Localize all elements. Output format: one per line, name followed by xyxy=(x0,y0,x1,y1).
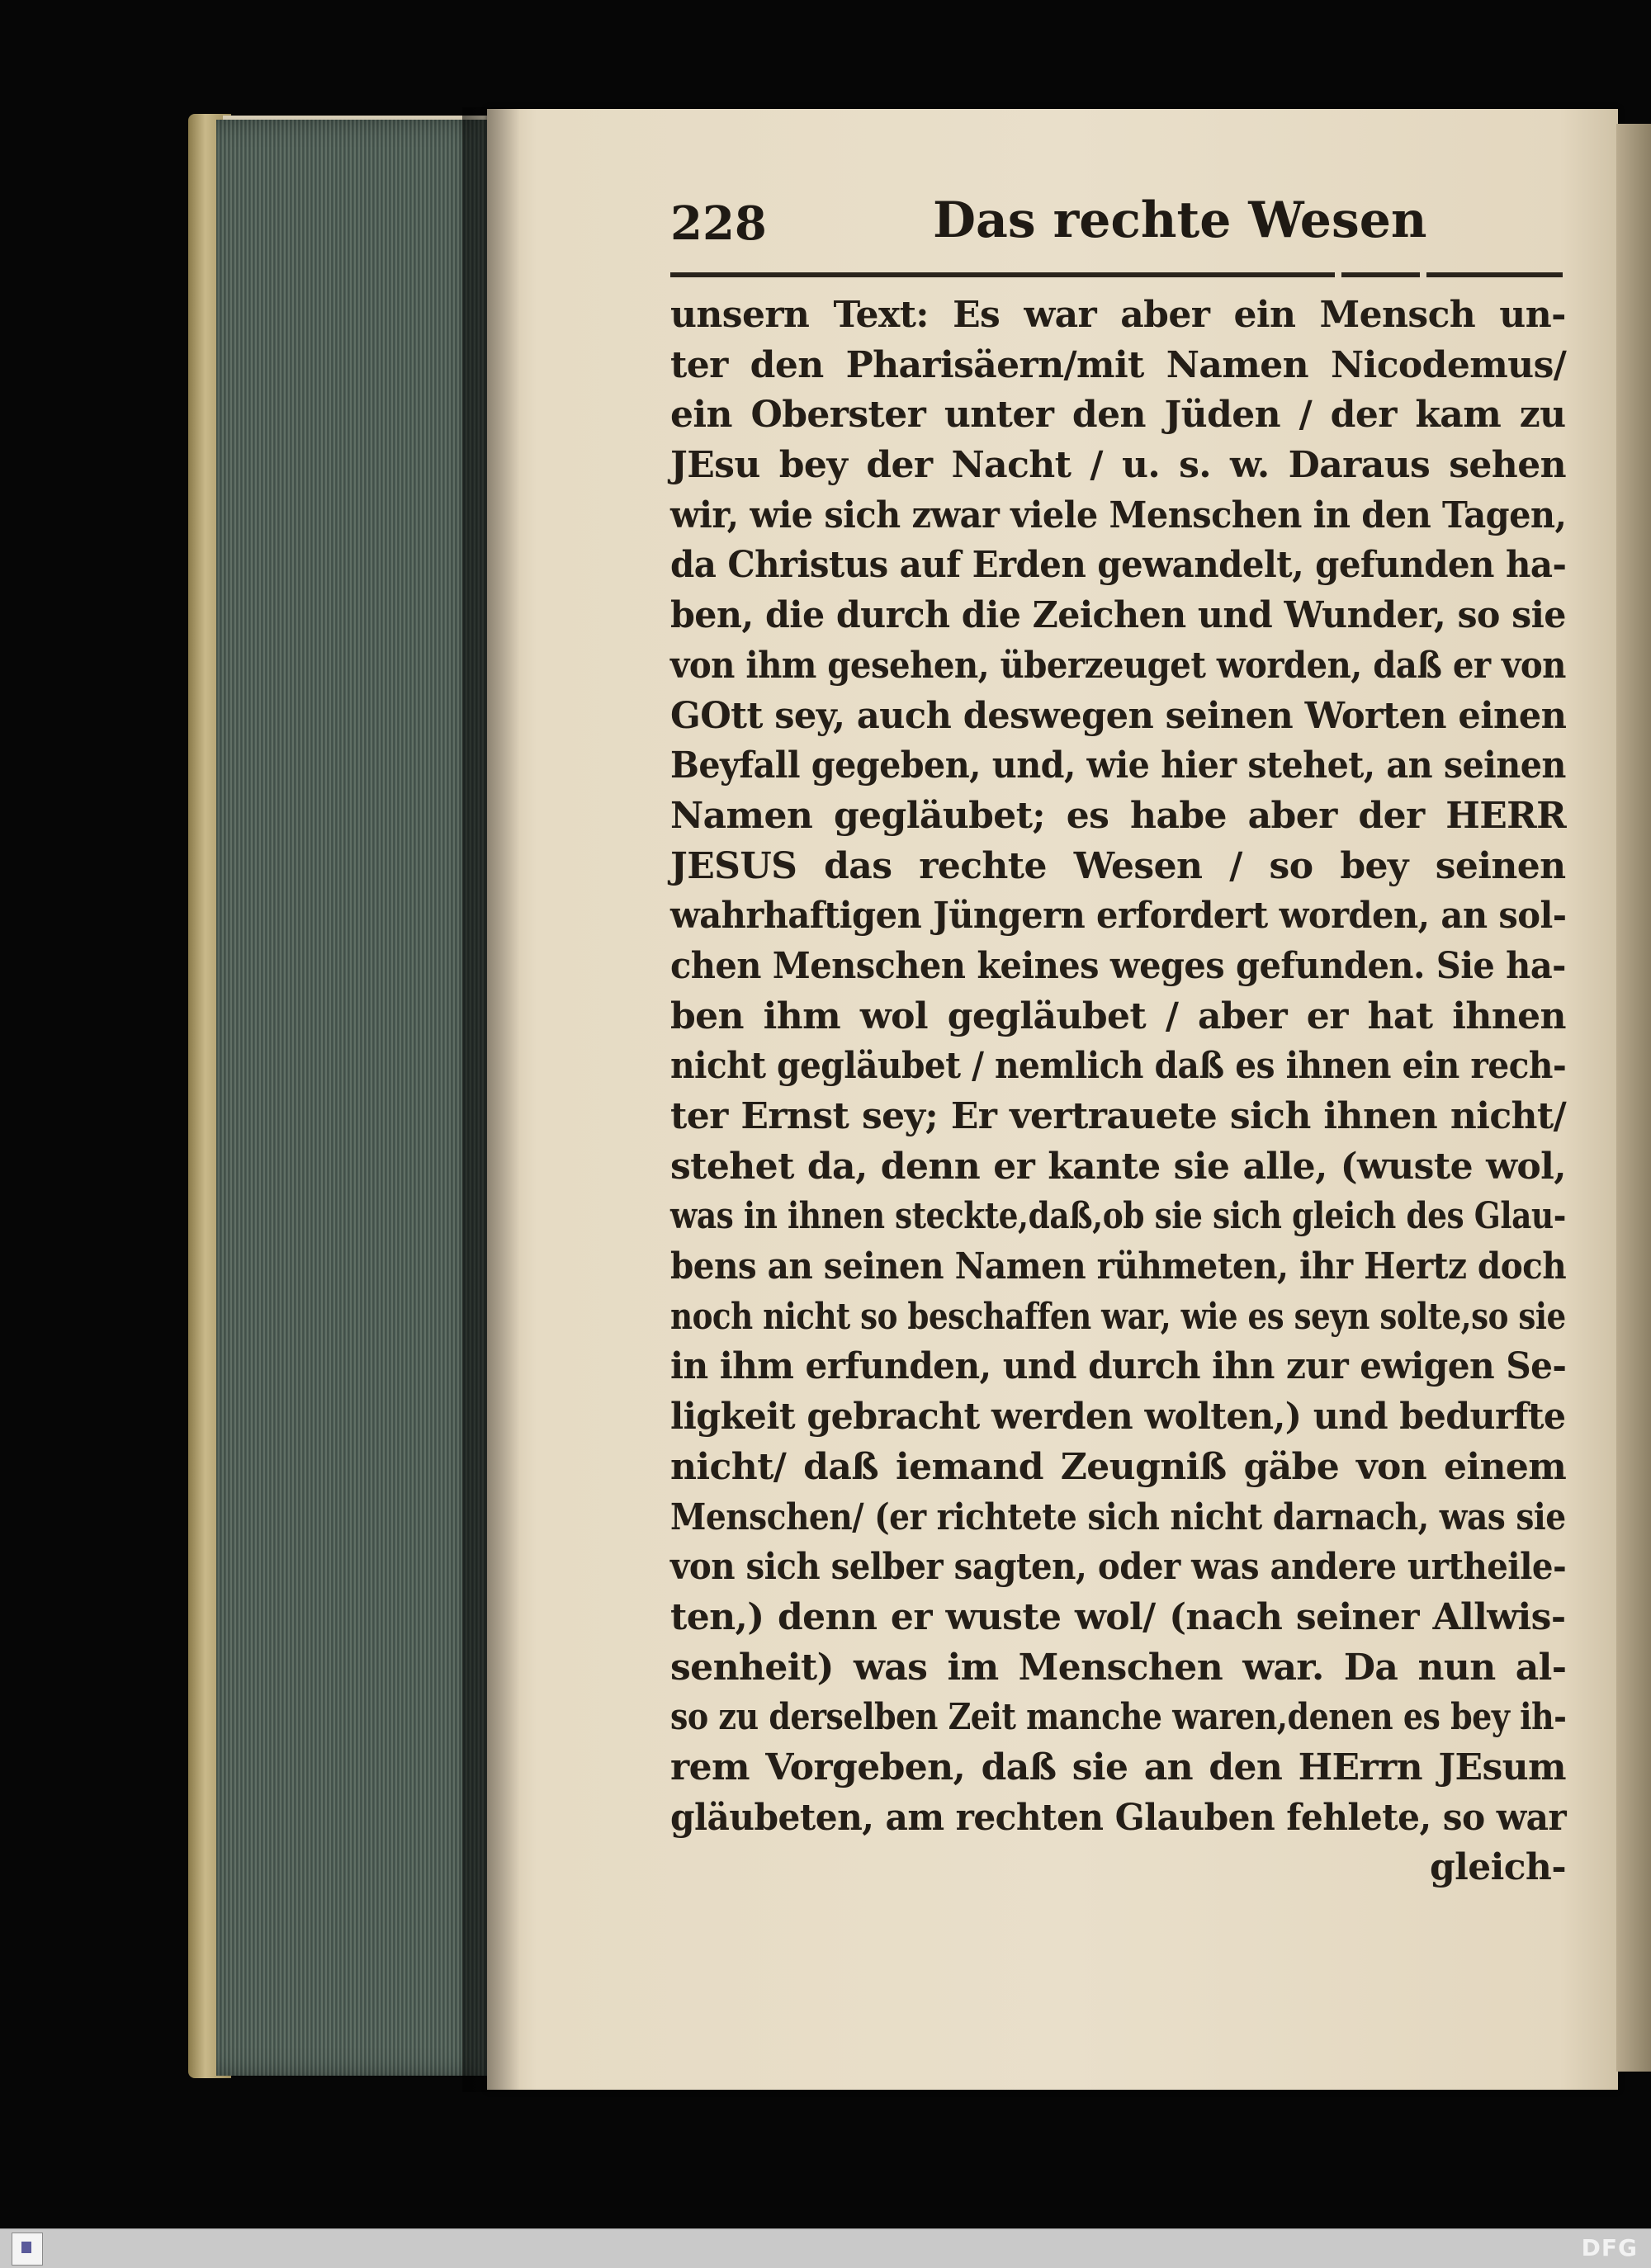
text-line: GOtt sey, auch deswegen seinen Worten einen xyxy=(670,694,1567,737)
library-logo-icon[interactable] xyxy=(12,2233,43,2266)
text-line: senheit) was im Menschen war. Da nun al- xyxy=(670,1646,1567,1689)
text-line: noch nicht so beschaffen war, wie es seyn solte,so sie xyxy=(670,1295,1566,1338)
text-line: ben ihm wol gegläubet / aber er hat ihnen xyxy=(670,995,1566,1037)
text-line: JESUS das rechte Wesen / so bey seinen xyxy=(670,844,1566,887)
page-gutter-shadow xyxy=(462,107,520,2092)
running-head: Das rechte Wesen xyxy=(933,191,1427,249)
text-line: ligkeit gebracht werden wolten,) und bedurfte xyxy=(670,1396,1566,1439)
page-stack-edge xyxy=(216,120,489,2076)
text-line: unsern Text: Es war aber ein Mensch un- xyxy=(670,294,1566,336)
text-line: was in ihnen steckte,daß,ob sie sich gleich des Glau- xyxy=(670,1195,1566,1238)
header-rule xyxy=(670,272,1335,277)
catchword: gleich- xyxy=(1429,1846,1566,1889)
text-line: Menschen/ (er richtete sich nicht darnach, was sie xyxy=(670,1495,1566,1538)
text-line: von sich selber sagten, oder was andere urtheile- xyxy=(670,1546,1567,1589)
text-line: rem Vorgeben, daß sie an den HErrn JEsum xyxy=(670,1746,1566,1788)
text-line: da Christus auf Erden gewandelt, gefunden ha- xyxy=(670,544,1567,587)
text-line: ter den Pharisäern/mit Namen Nicodemus/ xyxy=(670,343,1567,386)
text-line: gläubeten, am rechten Glauben fehlete, so war xyxy=(670,1796,1567,1839)
text-line: so zu derselben Zeit manche waren,denen es bey ih- xyxy=(670,1696,1567,1739)
text-line: nicht/ daß iemand Zeugniß gäbe von einem xyxy=(670,1445,1567,1488)
header-rule-segment xyxy=(1341,272,1420,277)
text-line: stehet da, denn er kante sie alle, (wuste wol, xyxy=(670,1145,1566,1188)
text-line: bens an seinen Namen rühmeten, ihr Hertz doch xyxy=(670,1245,1567,1288)
text-line: Beyfall gegeben, und, wie hier stehet, an seinen xyxy=(670,744,1566,787)
text-line: chen Menschen keines weges gefunden. Sie ha- xyxy=(670,944,1566,987)
text-line: ben, die durch die Zeichen und Wunder, so sie xyxy=(670,594,1566,637)
text-line: ein Oberster unter den Jüden / der kam zu xyxy=(670,394,1566,437)
text-line: in ihm erfunden, und durch ihn zur ewigen Se- xyxy=(670,1345,1567,1388)
dfg-logo[interactable]: DFG xyxy=(1581,2234,1638,2261)
header-rule-segment xyxy=(1426,272,1563,277)
text-line: ten,) denn er wuste wol/ (nach seiner Allwis- xyxy=(670,1595,1566,1638)
viewer-footer-bar xyxy=(0,2228,1651,2268)
text-line: wahrhaftigen Jüngern erfordert worden, an sol- xyxy=(670,895,1567,938)
text-line: Namen gegläubet; es habe aber der HERR xyxy=(670,794,1567,837)
text-line: wir, wie sich zwar viele Menschen in den Tagen, xyxy=(670,494,1567,536)
body-text xyxy=(670,291,1566,1893)
text-line: ter Ernst sey; Er vertrauete sich ihnen nicht/ xyxy=(670,1095,1567,1137)
text-line: JEsu bey der Nacht / u. s. w. Daraus sehen xyxy=(670,444,1566,487)
page-number: 228 xyxy=(670,196,767,251)
text-line: von ihm gesehen, überzeuget worden, daß er von xyxy=(670,644,1566,687)
text-line: nicht gegläubet / nemlich daß es ihnen ein rech- xyxy=(670,1045,1567,1088)
facing-page-edge xyxy=(1616,124,1651,2072)
